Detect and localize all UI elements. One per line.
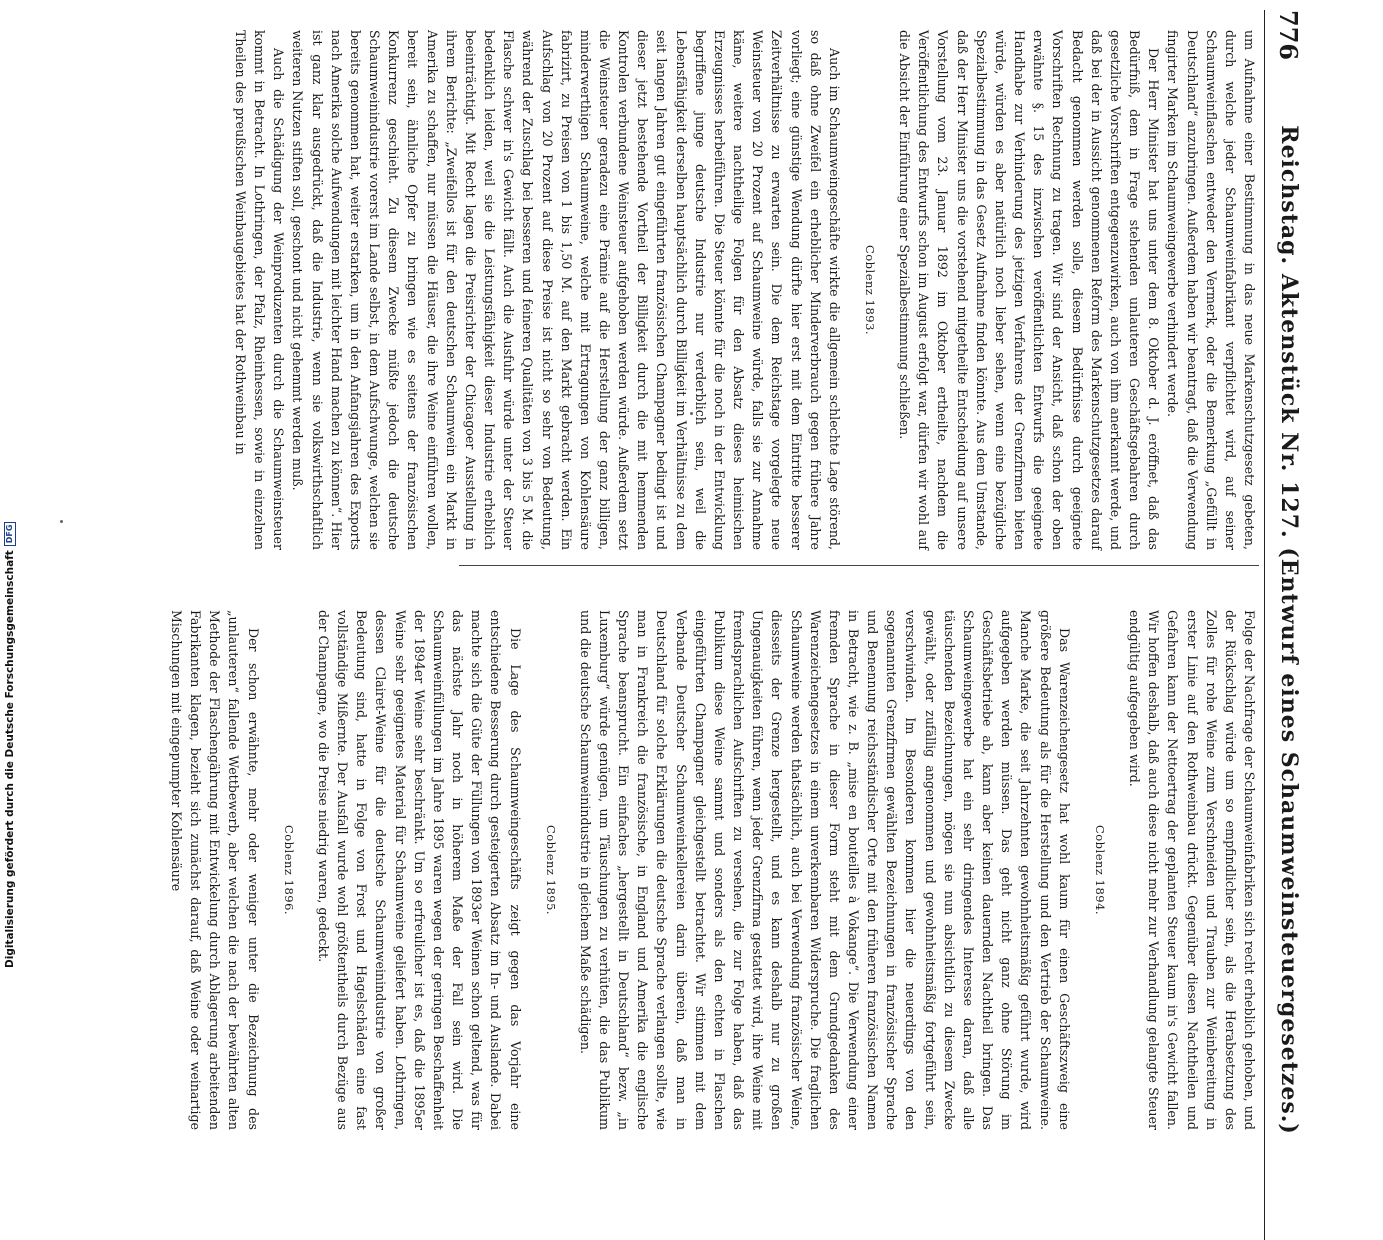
right-column (169, 610, 1259, 1130)
dateline: Coblenz 1895. (543, 824, 558, 916)
running-title: Reichstag. Aktenstück Nr. 127. (Entwurf eines Schaumweinsteuergesetzes.) (1276, 125, 1302, 1135)
left-column (233, 30, 1259, 550)
page-header (1264, 10, 1313, 1240)
paragraph: Auch im Schaumweingeschäfte wirkte die allgemein schlechte Lage störend, so daß ohne Zweifel ein erheblicher Minderverbrauch gegen frühere Jahre vorliegt; eine günstige Wendung dürfte hier erst mit dem Eintritte besserer Zeitverhältnisse zu erwarten sein. Die dem Reichstage vorgelegte neue Weinsteuer von 20 Prozent auf Schaumweine würde, falls sie zur Annahme käme, weitere nachtheilige Folgen für den Absatz dieses heimischen Erzeugnisses herbeiführen. Die Steuer könnte für die noch in der Entwicklung begriffene junge deutsche Industrie nur verderblich sein, weil die Lebensfähigkeit derselben hauptsächlich durch Billigkeit im Verhältnisse zu dem seit langen Jahren gut eingeführten französischen Champagner bedingt ist und dieser jetzt bestehende Vortheil der Billigkeit durch die mit hemmenden Kontrolen verbundene Weinsteuer aufgehoben werden würde. Außerdem setzt die Weinsteuer geradezu eine Prämie auf die Herstellung der ganz billigen, minderwerthigen Schaumweine, welche mit Ertragungen von Kohlensäure fabrizirt, zu Preisen von 1 bis 1,50 M. auf den Markt gebracht werden. Ein Aufschlag von 20 Prozent auf diese Preise ist nicht so sehr von Bedeutung, während der Zuschlag bei besseren und feineren Qualitäten von 3 bis 5 M. die Flasche schwer in's Gewicht fällt. Auch die Ausfuhr würde unter der Steuer bedenklich leiden, weil sie die Leistungsfähigkeit dieser Industrie erheblich beeinträchtigt. Mit Recht lagen die Preisrichter der Chicagoer Ausstellung in ihrem Berichte: „Zweifellos ist für den deutschen Schaumwein ein Markt in Amerika zu schaffen, nur müssen die Häuser, die ihre Weine einführen wollen, bereit sein, ähnliche Opfer zu bringen wie es seitens der französischen Konkurrenz geschieht. Zu diesem Zwecke müßte jedoch die deutsche Schaumweinindustrie vorerst im Lande selbst, in dem Aufschwunge, welchen sie bereits genommen hat, weiter erstarken, um in den Anfangsjahren des Exports nach Amerika solche Aufwendungen mit leichter Hand machen zu können“. Hier ist ganz klar ausgedrückt, daß die Industrie, wenn sie volkswirthschaftlich weiteren Nutzen stiften soll, geschont und nicht gehemmt werden muß. (290, 30, 842, 550)
dateline: Coblenz 1893. (863, 244, 878, 336)
paragraph: Folge der Nachfrage der Schaumweinfabriken sich recht erheblich gehoben, und der Rückschlag würde um so empfindlicher sein, als die Herabsetzung des Zolles für rohe Weine zum Verschneiden und Trauben zur Weinbereitung in erster Linie auf den Rothweinbau drückt. Gegenüber diesen Nachtheilen und Gefahren kann der Nettoertrag der geplanten Steuer kaum in's Gewicht fallen. Wir hoffen deshalb, daß auch diese nicht mehr zur Verhandlung gelangte Steuer endgültig aufgegeben wird. (1127, 610, 1257, 1130)
paragraph: Das Warenzeichengesetz hat wohl kaum für einen Geschäftszweig eine größere Bedeutung als für die Herstellung und den Vertrieb der Schaumweine. Manche Marke, die seit Jahrzehnten gewohnheitsmäßig geführt wurde, wird aufgegeben werden müssen. Das geht nicht ganz ohne Störung im Geschäftsbetriebe ab, kann aber keinen dauernden Nachtheil bringen. Das Schaumweingewerbe hat ein sehr dringendes Interesse daran, daß alle täuschenden Bezeichnungen, mögen sie nun absichtlich zu diesem Zwecke gewählt, oder zufällig angenommen und gewohnheitsmäßig fortgeführt sein, verschwinden. Im Besonderen kommen hier die neuerdings von den sogenannten Grenzfirmen gewählten Bezeichnungen in französischer Sprache und Benennung reichsständischer Orte mit den früheren französischen Namen in Betracht, wie z. B. „mise en bouteilles à Vokange“. Die Verwendung einer fremden Sprache in dieser Form steht mit dem Grundgedanken des Warenzeichengesetzes in einem unverkennbaren Widerspruche. Die fraglichen Schaumweine werden thatsächlich, auch bei Verwendung französischer Weine, diesseits der Grenze hergestellt, und es kann deshalb nur zu großen Ungenauigkeiten führen, wenn jeder Grenzfirma gestattet wird, ihre Weine mit fremdsprachlichen Aufschriften zu versehen, die zur Folge haben, daß das Publikum diese Weine sammt und sonders als den echten in Flaschen eingeführten Champagner gleichgestellt betrachtet. Wir stimmen mit dem Verbande Deutscher Schaumweinkellereien darin überein, daß man in Deutschland für solche Erklärungen die deutsche Sprache verlangen sollte, wie man in Frankreich die französische, in England und Amerika die englische Sprache beansprucht. Ein einfaches „hergestellt in Deutschland“ bezw. „in Luxemburg“ würde genügen, um Täuschungen zu verhüten, die das Publikum und die deutsche Schaumweinindustrie in gleichem Maße schädigen. (577, 610, 1072, 1130)
paragraph: Die Lage des Schaumweingeschäfts zeigt gegen das Vorjahr eine entschiedene Besserung durch gesteigerten Absatz im In- und Auslande. Dabei machte sich die Güte der Füllungen von 1893er Weinen schon geltend, was für das nächste Jahr noch in höherem Maße der Fall sein wird. Die Schaumweinfüllungen im Jahre 1895 waren wegen der geringen Beschaffenheit der 1894er Weine sehr beschränkt. Um so erfreulicher ist es, daß die 1895er Weine sehr geeignetes Material für Schaumweine geliefert haben. Lothringen, dessen Clairet-Weine für die deutsche Schaumweinindustrie von großer Bedeutung sind, hatte in Folge von Frost und Hagelschäden eine fast vollständige Mißernte. Der Ausfall wurde wohl größtentheils durch Bezüge aus der Champagne, wo die Preise niedrig waren, gedeckt. (315, 610, 523, 1130)
column-divider (459, 565, 1259, 566)
dfg-logo: DFG (4, 522, 16, 547)
scan-speck (60, 520, 63, 523)
paragraph: Auch die Schädigung der Weinproduzenten durch die Schaumweinsteuer kommt in Betracht. In Lothringen, der Pfalz, Rheinhessen, sowie in einzelnen Theilen des preußischen Weinbaugebietes hat der Rothweinbau in (233, 30, 287, 550)
scan-speck (690, 412, 693, 415)
credit-text: Digitalisierung gefördert durch die Deutsche Forschungsgemeinschaft (4, 550, 16, 968)
dateline: Coblenz 1896. (281, 824, 296, 916)
page-number: 776 (1274, 10, 1304, 61)
digitization-credit (4, 88, 16, 968)
paragraph: Der Herr Minister hat uns unter dem 8. Oktober d. J. eröffnet, daß das Bedürfniß, dem in Frage stehenden unlauteren Geschäftsgebahren durch gesetzliche Vorschriften entgegenzuwirken, auch von ihm anerkannt werde, und daß bei der in Aussicht genommenen Reform des Markenschutzgesetzes darauf Bedacht genommen werden solle, diesem Bedürfnisse durch geeignete Vorschriften Rechnung zu tragen. Wir sind der Ansicht, daß schon der oben erwähnte §. 15 des inzwischen veröffentlichten Entwurfs die geeignete Handhabe zur Verhinderung des jetzigen Verfahrens der Grenzfirmen bieten würde, würden es aber natürlich noch lieber sehen, wenn eine bezügliche Spezialbestimmung in das Gesetz Aufnahme finden könnte. Aus dem Umstande, daß der Herr Minister uns die vorstehend mitgetheilte Entscheidung auf unsere Vorstellung vom 23. Januar 1892 im Oktober ertheilte, nachdem die Veröffentlichung des Entwurfs schon im August erfolgt war, dürfen wir wohl auf die Absicht der Einführung einer Spezialbestimmung schließen. (897, 30, 1162, 550)
paragraph: um Aufnahme einer Bestimmung in das neue Markenschutzgesetz gebeten, durch welche jeder Schaumweinfabrikant verpflichtet wird, auf seiner Schaumweinflaschen entweder den Vermerk, oder die Bemerkung „Gefüllt in Deutschland“ anzubringen. Außerdem haben wir beantragt, daß die Verwendung fingirter Marken im Schaumweingewerbe verhindert werde. (1165, 30, 1257, 550)
paragraph: Der schon erwähnte, mehr oder weniger unter die Bezeichnung des „unlauteren“ fallende Wettbewerb, aber welchen die nach der bewährten alten Methode der Flaschengährung mit Entwickelung durch Ablagerung arbeitenden Fabrikanten klagen, bezieht sich zunächst darauf, daß Weine oder weinartige Mischungen mit eingepumpter Kohlensäure (169, 610, 261, 1130)
dateline: Coblenz 1894. (1092, 824, 1107, 916)
